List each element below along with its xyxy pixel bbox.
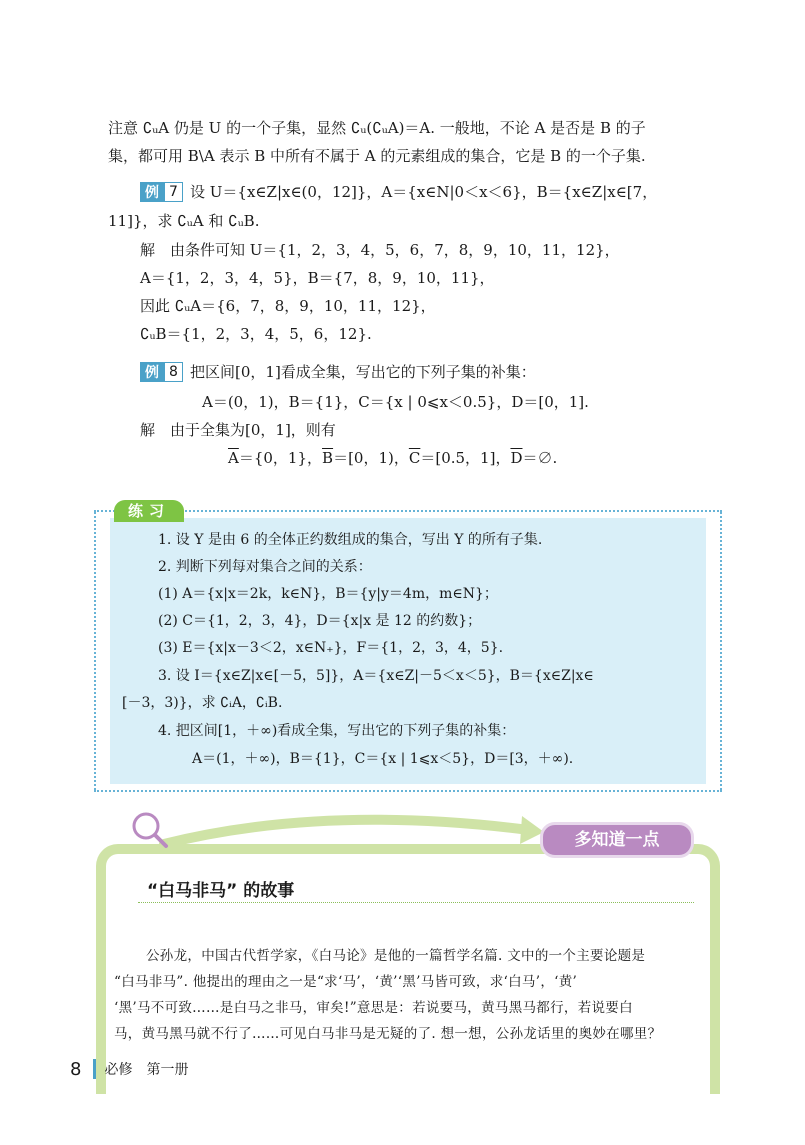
know-more-banner: 多知道一点 bbox=[540, 822, 694, 858]
example-7-solution-3: 因此 ∁ᵤA＝{6，7，8，9，10，11，12}， bbox=[140, 297, 436, 315]
exercise-q1: 1. 设 Y 是由 6 的全体正约数组成的集合，写出 Y 的所有子集. bbox=[158, 532, 543, 548]
example-8-tag-number: 8 bbox=[164, 362, 183, 382]
story-line-4: 马，黄马黑马就不行了……可见白马非马是无疑的了. 想一想，公孙龙话里的奥妙在哪里？ bbox=[114, 1026, 662, 1042]
example-7-line-2: 11]}，求 ∁ᵤA 和 ∁ᵤB. bbox=[108, 212, 260, 230]
exercise-q2-part-3: (3) E＝{x|x－3＜2，x∈N₊}，F＝{1，2，3，4，5}. bbox=[158, 640, 504, 656]
example-7-tag-word: 例 bbox=[140, 182, 164, 202]
exercise-q2: 2. 判断下列每对集合之间的关系： bbox=[158, 559, 372, 575]
intro-line-1: 注意 ∁ᵤA 仍是 U 的一个子集，显然 ∁ᵤ(∁ᵤA)＝A. 一般地，不论 A 是否是 B 的子 bbox=[108, 119, 646, 137]
story-title: “白马非马” 的故事 bbox=[147, 881, 295, 901]
exercise-q3-line-2: [－3，3)}，求 ∁ᵢA，∁ᵢB. bbox=[122, 695, 283, 711]
example-7-tag-number: 7 bbox=[164, 182, 183, 202]
example-8-solution-1: 解 由于全集为[0，1]，则有 bbox=[140, 421, 336, 439]
complement-d-value: ＝∅. bbox=[522, 449, 558, 467]
example-8-answer bbox=[228, 448, 557, 468]
exercise-label: 练习 bbox=[114, 500, 184, 522]
example-7-solution-1: 解 由条件可知 U＝{1，2，3，4，5，6，7，8，9，10，11，12}， bbox=[140, 241, 620, 259]
example-7-line-1: 设 U＝{x∈Z|x∈(0，12]}，A＝{x∈N|0＜x＜6}，B＝{x∈Z|x∈[7， bbox=[190, 183, 658, 201]
footer-divider bbox=[93, 1059, 96, 1079]
complement-b-value: ＝[0，1)， bbox=[333, 449, 409, 467]
exercise-q3-line-1: 3. 设 I＝{x∈Z|x∈[－5，5]}，A＝{x∈Z|－5＜x＜5}，B＝{x∈Z|x∈ bbox=[158, 668, 594, 684]
complement-d-symbol: $\overline{D}$ bbox=[510, 449, 523, 467]
complement-b-symbol: $\overline{B}$ bbox=[322, 449, 334, 467]
intro-line-2: 集，都可用 B\A 表示 B 中所有不属于 A 的元素组成的集合，它是 B 的一个子集. bbox=[108, 147, 646, 165]
example-8-line-1: 把区间[0，1]看成全集，写出它的下列子集的补集： bbox=[190, 363, 536, 381]
example-7-solution-4: ∁ᵤB＝{1，2，3，4，5，6，12}. bbox=[140, 325, 372, 343]
example-8-tag bbox=[140, 362, 183, 382]
exercise-q4-sets: A＝(1，＋∞)，B＝{1}，C＝{x | 1⩽x＜5}，D＝[3，＋∞). bbox=[192, 751, 574, 767]
magnifier-arrow-decoration bbox=[124, 808, 544, 856]
example-8-tag-word: 例 bbox=[140, 362, 164, 382]
exercise-q2-part-1: (1) A＝{x|x＝2k，k∈N}，B＝{y|y＝4m，m∈N}； bbox=[158, 586, 498, 602]
story-line-1: 公孙龙，中国古代哲学家，《白马论》是他的一篇哲学名篇. 文中的一个主要论题是 bbox=[146, 948, 646, 964]
complement-a-value: ＝{0，1}， bbox=[238, 449, 323, 467]
example-7-solution-2: A＝{1，2，3，4，5}，B＝{7，8，9，10，11}， bbox=[140, 269, 495, 287]
story-line-3: ‘黑’马不可致……是白马之非马，审矣!”意思是：若说要马，黄马黑马都行，若说要白 bbox=[114, 1000, 633, 1016]
page-footer bbox=[70, 1058, 188, 1080]
complement-c-symbol: $\overline{C}$ bbox=[408, 449, 421, 467]
example-7-tag bbox=[140, 182, 183, 202]
exercise-q4: 4. 把区间[1，＋∞)看成全集，写出它的下列子集的补集： bbox=[158, 723, 516, 739]
story-divider bbox=[138, 902, 694, 903]
page-number: 8 bbox=[70, 1058, 82, 1080]
complement-c-value: ＝[0.5，1]， bbox=[420, 449, 511, 467]
story-line-2: “白马非马”. 他提出的理由之一是“求‘马’，‘黄’‘黑’马皆可致，求‘白马’，‘黄’ bbox=[114, 974, 578, 990]
example-8-line-2: A＝(0，1)，B＝{1}，C＝{x | 0⩽x＜0.5}，D＝[0，1]. bbox=[202, 393, 589, 411]
book-title: 必修 第一册 bbox=[104, 1062, 189, 1078]
complement-a-symbol: $\overline{A}$ bbox=[228, 449, 239, 467]
exercise-q2-part-2: (2) C＝{1，2，3，4}，D＝{x|x 是 12 的约数}； bbox=[158, 613, 482, 629]
